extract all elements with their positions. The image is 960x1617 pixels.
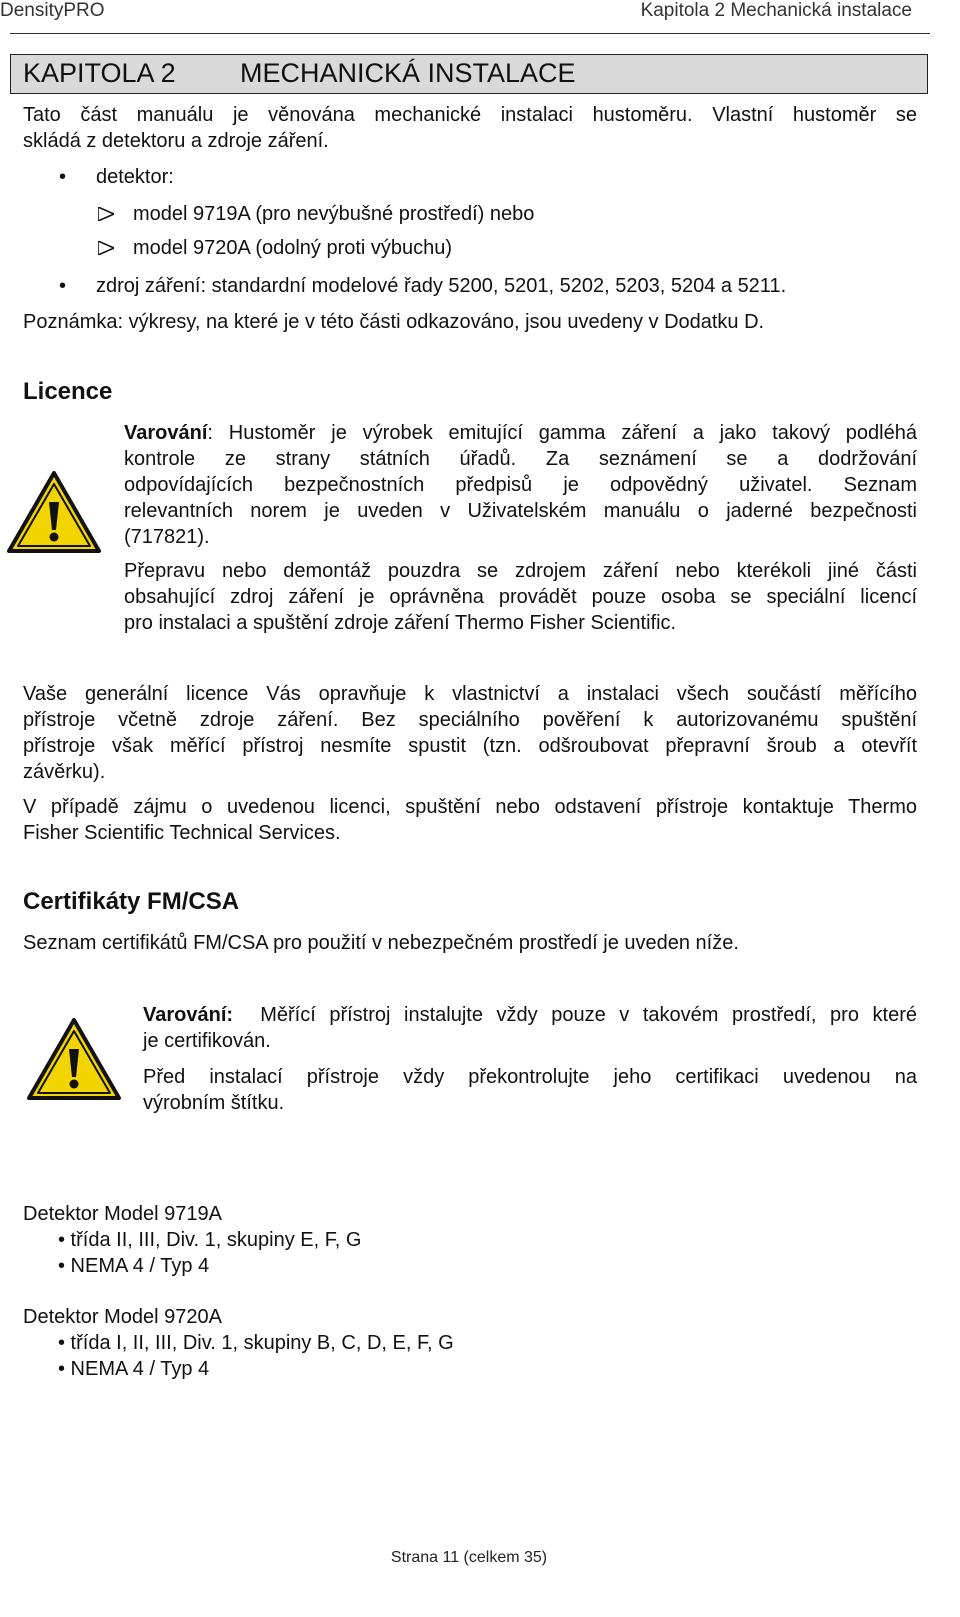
cert-warning-label: Varování: (143, 1004, 234, 1026)
cert-check-line-1: Před instalací přístroje vždy překontrolujte jeho certifikaci uvedenou na (143, 1066, 917, 1088)
licence-general-line-2: přístroje včetně zdroje záření. Bez speciálního pověření k autorizovanému spuštění (23, 709, 917, 731)
chapter-title-box (10, 54, 928, 94)
licence-heading: Licence (23, 378, 113, 405)
certificates-intro: Seznam certifikátů FM/CSA pro použití v nebezpečném prostředí je uveden níže. (23, 932, 739, 954)
header-rule (10, 33, 930, 34)
cert-warning-line-1: Varování: Měřící přístroj instalujte vždy pouze v takovém prostředí, pro které (143, 1004, 917, 1026)
bullet-source: zdroj záření: standardní modelové řady 5200, 5201, 5202, 5203, 5204 a 5211. (96, 275, 787, 297)
licence-warning-line-1: Varování: Hustoměr je výrobek emitující gamma záření a jako takový podléhá (124, 422, 917, 444)
cert-warning-line-2: je certifikován. (143, 1030, 271, 1052)
intro-line-1: Tato část manuálu je věnována mechanické instalaci hustoměru. Vlastní hustoměr se (23, 104, 917, 126)
chapter-title: MECHANICKÁ INSTALACE (240, 58, 576, 88)
header-right: Kapitola 2 Mechanická instalace (640, 0, 912, 21)
detector-9720a-title: Detektor Model 9720A (23, 1306, 223, 1328)
licence-contact-line-1: V případě zájmu o uvedenou licenci, spuštění nebo odstavení přístroje kontaktuje Thermo (23, 796, 917, 818)
licence-warning-line-3: odpovídajících bezpečnostních předpisů je odpovědný uživatel. Seznam (124, 474, 917, 496)
intro-line-2: skládá z detektoru a zdroje záření. (23, 130, 329, 152)
warning-triangle-icon (6, 470, 102, 554)
chapter-number: KAPITOLA 2 (23, 58, 176, 88)
bullet-dot-icon: • (59, 166, 67, 188)
licence-general-line-3: přístroje však měřící přístroj nesmíte spustit (tzn. odšroubovat přepravní šroub a otevřít (23, 735, 917, 757)
detector-9719a-title: Detektor Model 9719A (23, 1203, 223, 1225)
arrowhead-icon (98, 207, 114, 221)
page-number: Strana 11 (celkem 35) (390, 1549, 548, 1566)
licence-warning-line-5: (717821). (124, 526, 210, 548)
warning-label: Varování (124, 422, 208, 444)
licence-transport-line-3: pro instalaci a spuštění zdroje záření Thermo Fisher Scientific. (124, 612, 677, 634)
warning-triangle-icon (26, 1017, 122, 1101)
detector-9720a-item: • NEMA 4 / Typ 4 (58, 1358, 210, 1380)
licence-general-line-4: závěrku). (23, 761, 106, 783)
cert-check-line-2: výrobním štítku. (143, 1092, 285, 1114)
intro-note: Poznámka: výkresy, na které je v této části odkazováno, jsou uvedeny v Dodatku D. (23, 311, 765, 333)
licence-transport-line-2: obsahující zdroj záření je oprávněna provádět pouze osoba se speciální licencí (124, 586, 917, 608)
certificates-heading: Certifikáty FM/CSA (23, 888, 240, 915)
licence-warning-line-2: kontrole ze strany státních úřadů. Za seznámení se a dodržování (124, 448, 917, 470)
subitem-model-9719a: model 9719A (pro nevýbušné prostředí) nebo (133, 203, 535, 225)
subitem-model-9720a: model 9720A (odolný proti výbuchu) (133, 237, 453, 259)
arrowhead-icon (98, 241, 114, 255)
licence-contact-line-2: Fisher Scientific Technical Services. (23, 822, 341, 844)
bullet-dot-icon: • (59, 275, 67, 297)
detector-9720a-item: • třída I, II, III, Div. 1, skupiny B, C, D, E, F, G (58, 1332, 454, 1354)
licence-transport-line-1: Přepravu nebo demontáž pouzdra se zdrojem záření nebo kterékoli jiné části (124, 560, 917, 582)
detector-9719a-item: • NEMA 4 / Typ 4 (58, 1255, 210, 1277)
licence-general-line-1: Vaše generální licence Vás opravňuje k vlastnictví a instalaci všech součástí měřícího (23, 683, 917, 705)
bullet-detector: detektor: (96, 166, 174, 188)
header-left: DensityPRO (0, 0, 105, 21)
detector-9719a-item: • třída II, III, Div. 1, skupiny E, F, G (58, 1229, 362, 1251)
licence-warning-line-4: relevantních norem je uveden v Uživatelském manuálu o jaderné bezpečnosti (124, 500, 917, 522)
